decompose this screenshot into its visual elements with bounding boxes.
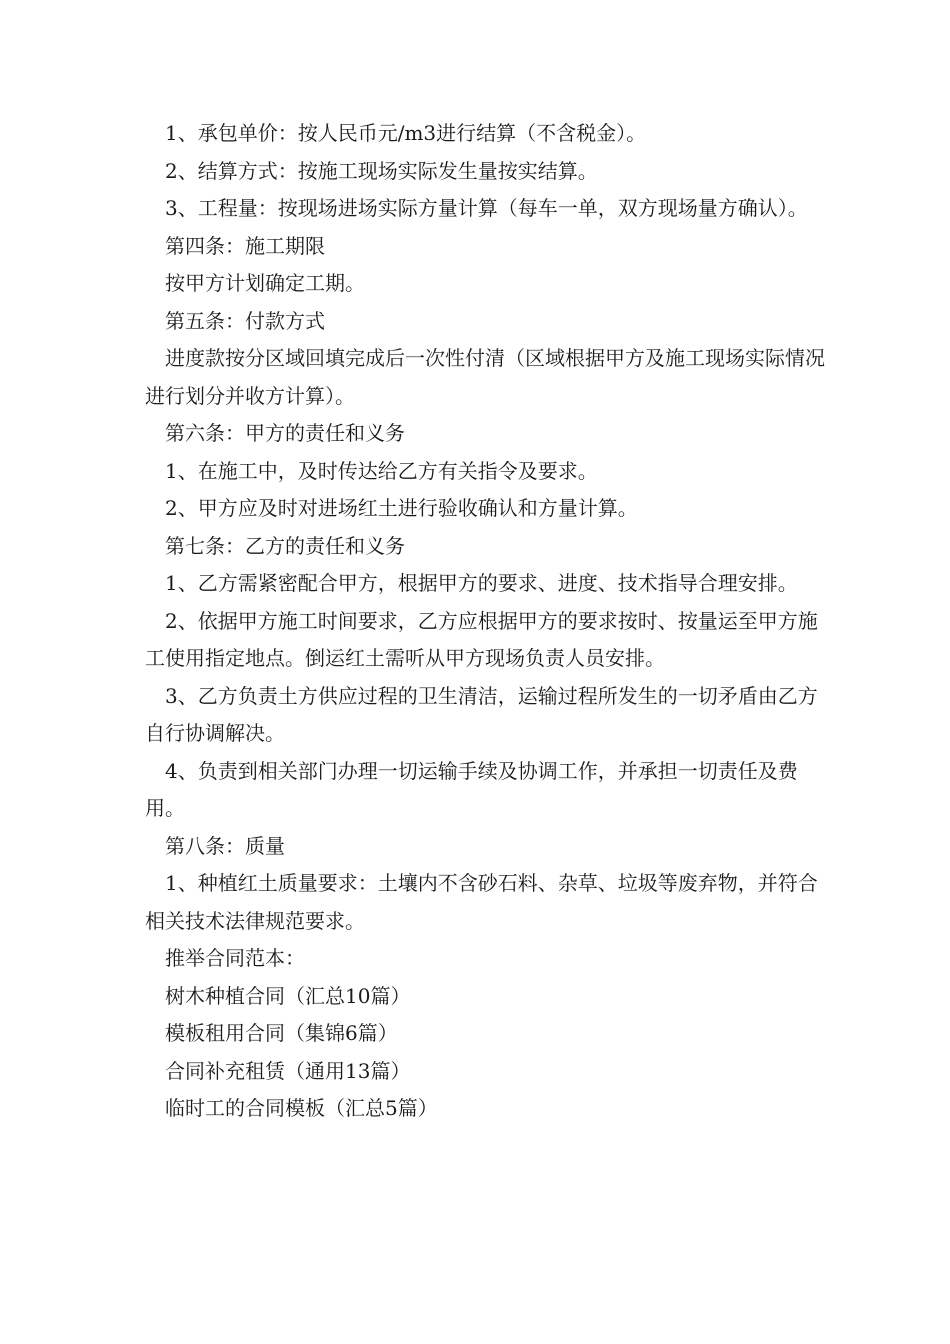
recommended-template-item <box>145 978 835 1016</box>
paragraph-text: 1、种植红土质量要求：土壤内不含砂石料、杂草、垃圾等废弃物，并符合相关技术法律规范要求。 <box>145 871 818 933</box>
heading-text: 第四条：施工期限 <box>165 233 325 258</box>
article-6-heading <box>145 415 835 453</box>
heading-text: 第六条：甲方的责任和义务 <box>165 421 405 445</box>
article-7-heading <box>145 528 835 566</box>
paragraph-text: 2、甲方应及时对进场红土进行验收确认和方量计算。 <box>165 496 638 520</box>
article-8-item-1 <box>145 865 835 940</box>
paragraph-text: 4、负责到相关部门办理一切运输手续及协调工作，并承担一切责任及费用。 <box>145 758 798 820</box>
article-6-item-1 <box>145 453 835 491</box>
paragraph-text: 进度款按分区域回填完成后一次性付清（区域根据甲方及施工现场实际情况进行划分并收方计算）。 <box>145 346 825 408</box>
paragraph-text: 1、在施工中，及时传达给乙方有关指令及要求。 <box>165 458 598 483</box>
clause-settlement-method <box>145 153 835 191</box>
paragraph-text: 按甲方计划确定工期。 <box>165 271 365 295</box>
paragraph-text: 1、承包单价：按人民币元/m3进行结算（不含税金）。 <box>165 121 647 145</box>
paragraph-text: 1、乙方需紧密配合甲方，根据甲方的要求、进度、技术指导合理安排。 <box>165 571 798 595</box>
paragraph-text: 临时工的合同模板（汇总5篇） <box>165 1096 438 1120</box>
article-7-item-2 <box>145 603 835 678</box>
article-8-heading <box>145 828 835 866</box>
paragraph-text: 3、乙方负责土方供应过程的卫生清洁，运输过程所发生的一切矛盾由乙方自行协调解决。 <box>145 683 818 745</box>
document-body <box>145 115 835 1128</box>
recommended-templates-heading <box>145 940 835 978</box>
paragraph-text: 合同补充租赁（通用13篇） <box>165 1058 411 1083</box>
paragraph-text: 2、依据甲方施工时间要求，乙方应根据甲方的要求按时、按量运至甲方施工使用指定地点。倒运红土需听从甲方现场负责人员安排。 <box>145 608 818 670</box>
recommended-template-item <box>145 1015 835 1053</box>
recommended-template-item <box>145 1090 835 1128</box>
article-4-heading <box>145 228 835 266</box>
paragraph-text: 3、工程量：按现场进场实际方量计算（每车一单，双方现场量方确认）。 <box>165 196 808 220</box>
clause-unit-price <box>145 115 835 153</box>
recommended-template-item <box>145 1053 835 1091</box>
article-5-body <box>145 340 835 415</box>
article-7-item-1 <box>145 565 835 603</box>
heading-text: 第五条：付款方式 <box>165 308 325 333</box>
article-4-body <box>145 265 835 303</box>
paragraph-text: 树木种植合同（汇总10篇） <box>165 983 411 1008</box>
article-5-heading <box>145 303 835 341</box>
heading-text: 第七条：乙方的责任和义务 <box>165 533 405 558</box>
paragraph-text: 2、结算方式：按施工现场实际发生量按实结算。 <box>165 158 598 183</box>
article-7-item-4 <box>145 753 835 828</box>
clause-quantity <box>145 190 835 228</box>
heading-text: 推举合同范本： <box>165 946 305 970</box>
heading-text: 第八条：质量 <box>165 833 285 858</box>
article-6-item-2 <box>145 490 835 528</box>
article-7-item-3 <box>145 678 835 753</box>
paragraph-text: 模板租用合同（集锦6篇） <box>165 1021 398 1045</box>
